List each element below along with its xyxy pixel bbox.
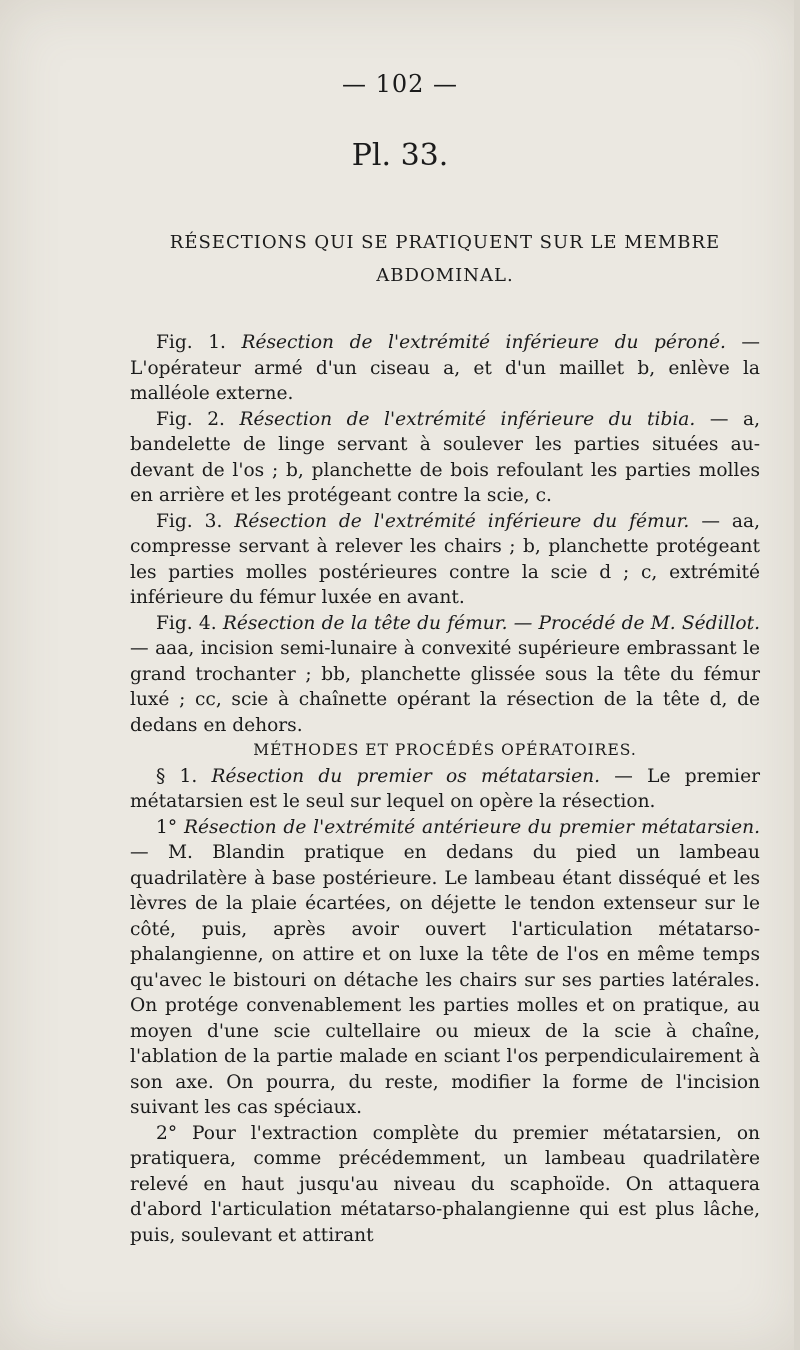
paragraph-lead: § 1. <box>156 765 212 787</box>
paragraph-title: Résection de l'extrémité antérieure du premier métatarsien. <box>184 816 760 838</box>
section-paragraph-3 <box>130 1121 760 1249</box>
paragraph-text: — Le premier métatarsien est le seul sur lequel on opère la résection. <box>130 765 760 812</box>
figure-caption-3 <box>130 509 760 611</box>
figure-caption-1 <box>130 330 760 407</box>
page-edge <box>794 0 800 1350</box>
figure-label: Fig. 4. <box>156 612 217 634</box>
figure-text: — a, bandelette de linge servant à soulever les parties situées au-devant de l'os ; b, planchette de bois refoulant les parties molles en arrière et les protégeant contre la scie, c. <box>130 408 760 506</box>
figure-label: Fig. 2. <box>156 408 225 430</box>
chapter-title-line-2: ABDOMINAL. <box>376 265 514 286</box>
section-paragraph-2 <box>130 815 760 1121</box>
chapter-title-line-1: RÉSECTIONS QUI SE PRATIQUENT SUR LE MEMBRE <box>169 232 721 253</box>
paragraph-text: Pour l'extraction complète du premier métatarsien, on pratiquera, comme précédemment, un lambeau quadrilatère relevé en haut jusqu'au niveau du scaphoïde. On attaquera d'abord l'articulation métatarso-phalangienne qui est plus lâche, puis, soulevant et attirant <box>130 1122 760 1246</box>
figure-caption-2 <box>130 407 760 509</box>
figure-title: Résection de l'extrémité inférieure du tibia. <box>239 408 696 430</box>
page-body <box>130 330 760 1248</box>
figure-title: Résection de l'extrémité inférieure du péroné. <box>241 332 726 353</box>
figure-text: — aaa, incision semi-lunaire à convexité supérieure embrassant le grand trochanter ; bb, planchette glissée sous la tête du fémur luxé ; cc, scie à chaînette opérant la résection de la tête d, de dedans en dehors. <box>130 638 760 736</box>
section-paragraph-1 <box>130 764 760 815</box>
paragraph-lead: 2° <box>156 1122 193 1144</box>
paragraph-text: — M. Blandin pratique en dedans du pied un lambeau quadrilatère à base postérieure. Le lambeau étant disséqué et les lèvres de la plaie écartées, on déjette le tendon extenseur sur le côté, puis, après avoir ouvert l'articulation métatarso-phalangienne, on attire et on luxe la tête de l'os en même temps qu'avec le bistouri on détache les chairs sur ses parties latérales. On protége convenablement les parties molles et on pratique, au moyen d'une scie cultellaire ou mieux de la scie à chaîne, l'ablation de la partie malade en sciant l'os perpendiculairement à son axe. On pourra, du reste, modifier la forme de l'incision suivant les cas spéciaux. <box>130 842 760 1118</box>
chapter-title <box>130 226 760 292</box>
plate-label: Pl. 33. <box>351 138 449 173</box>
section-heading: MÉTHODES ET PROCÉDÉS OPÉRATOIRES. <box>253 741 637 759</box>
page-number: — 102 — <box>341 70 459 98</box>
figure-text: — aa, compresse servant à relever les chairs ; b, planchette protégeant les parties molles postérieures contre la scie d ; c, extrémité inférieure du fémur luxée en avant. <box>130 510 760 608</box>
figure-text: — L'opérateur armé d'un ciseau a, et d'un maillet b, enlève la malléole externe. <box>130 332 760 404</box>
paragraph-lead: 1° <box>156 816 184 838</box>
figure-label: Fig. 3. <box>156 510 223 532</box>
figure-title: Résection de l'extrémité inférieure du fémur. <box>234 510 690 532</box>
figure-label: Fig. 1. <box>156 332 226 353</box>
paragraph-title: Résection du premier os métatarsien. <box>211 765 601 787</box>
figure-title: Résection de la tête du fémur. — Procédé de M. Sédillot. <box>222 612 760 634</box>
figure-caption-4 <box>130 611 760 739</box>
